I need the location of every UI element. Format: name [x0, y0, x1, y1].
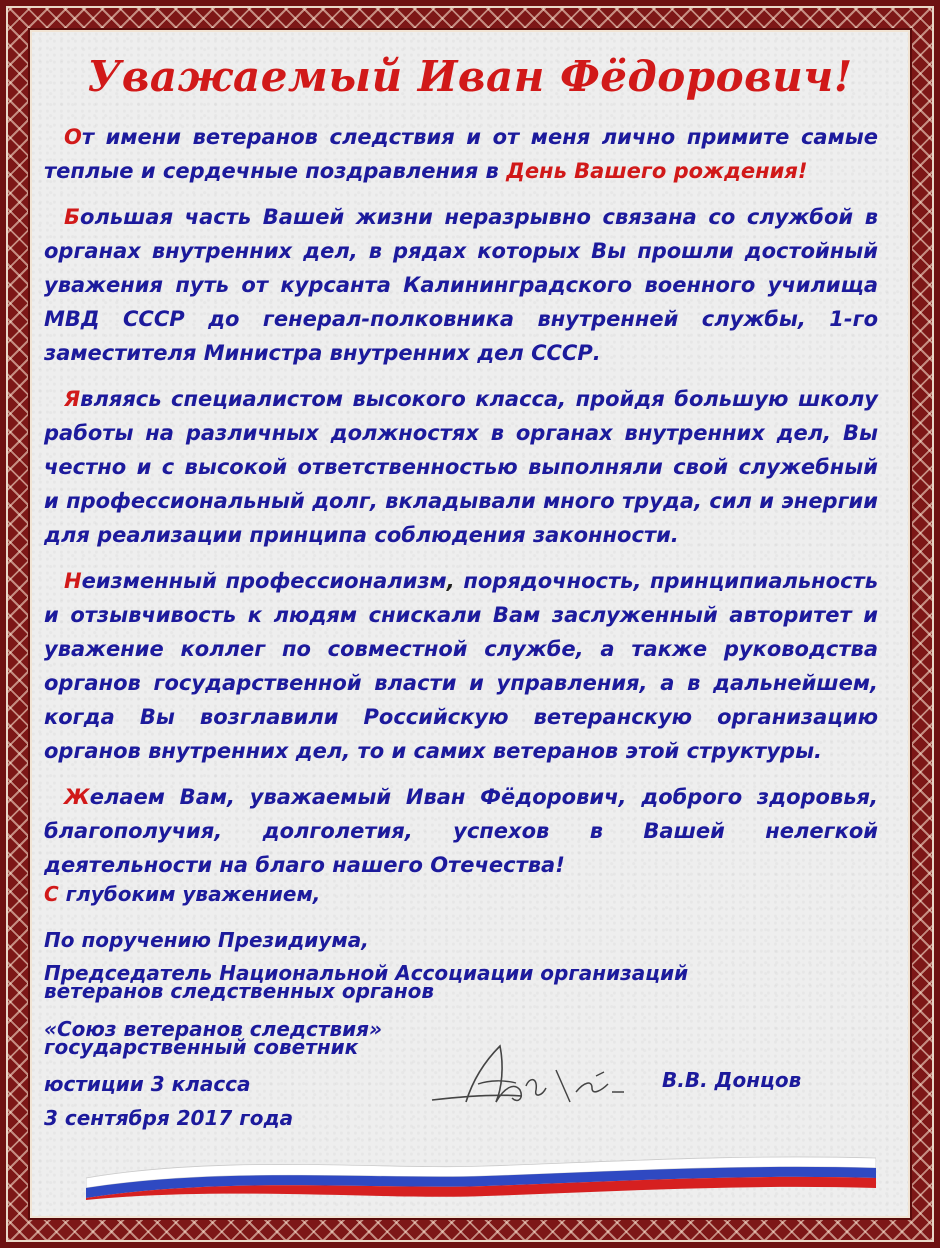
- letter-body: [44, 120, 878, 894]
- russian-flag-ribbon: [86, 1148, 876, 1200]
- drop-letter: С: [44, 882, 59, 906]
- instruction-line: По поручению Президиума,: [44, 928, 369, 952]
- paragraph-service: Являясь специалистом высокого класса, пройдя большую школу работы на различных должностях в органах внутренних дел, Вы честно и с высокой ответственностью выполняли свой служебный и профессиональный долг, вкладывали много труда, сил и энергии для реализации принципа соблюдения законности.: [44, 387, 878, 547]
- birthday-highlight: День Вашего рождения!: [506, 159, 808, 183]
- regards-line: С глубоким уважением,: [44, 882, 321, 906]
- paragraph-career: Большая часть Вашей жизни неразрывно связана со службой в органах внутренних дел, в рядах которых Вы прошли достойный уважения путь от курсанта Калининградского военного училища МВД СССР до генерал-полковника внутренней службы, 1-го заместителя Министра внутренних дел СССР.: [44, 205, 878, 365]
- paragraph-wishes: Желаем Вам, уважаемый Иван Фёдорович, доброго здоровья, благополучия, долголетия, успехов в Вашей нелегкой деятельности на благо нашего Отечества!: [44, 785, 878, 877]
- signer-name: В.В. Донцов: [662, 1068, 802, 1092]
- paragraph-greeting: От имени ветеранов следствия и от меня лично примите самые теплые и сердечные поздравления в День Вашего рождения!: [44, 125, 878, 183]
- date-line: 3 сентября 2017 года: [44, 1106, 294, 1130]
- position-line: Председатель Национальной Ассоциации организаций ветеранов следственных органов: [44, 961, 689, 1003]
- paragraph-qualities: Неизменный профессионализм, порядочность, принципиальность и отзывчивость к людям снискали Вам заслуженный авторитет и уважение коллег по совместной службе, а также руководства органов государственной власти и управления, а в дальнейшем, когда Вы возглавили Российскую ветеранскую организацию органов внутренних дел, то и самих ветеранов этой структуры.: [44, 569, 878, 763]
- organization-line: «Союз ветеранов следствия» государственный советник: [44, 1017, 382, 1059]
- drop-letter: Н: [64, 569, 82, 593]
- rank-line: юстиции 3 класса: [44, 1072, 251, 1096]
- drop-letter: Б: [64, 205, 81, 229]
- drop-letter: О: [64, 125, 82, 149]
- drop-letter: Ж: [64, 785, 90, 809]
- drop-letter: Я: [64, 387, 81, 411]
- handwritten-signature: [426, 1036, 636, 1116]
- letter-title: Уважаемый Иван Фёдорович!: [87, 52, 853, 101]
